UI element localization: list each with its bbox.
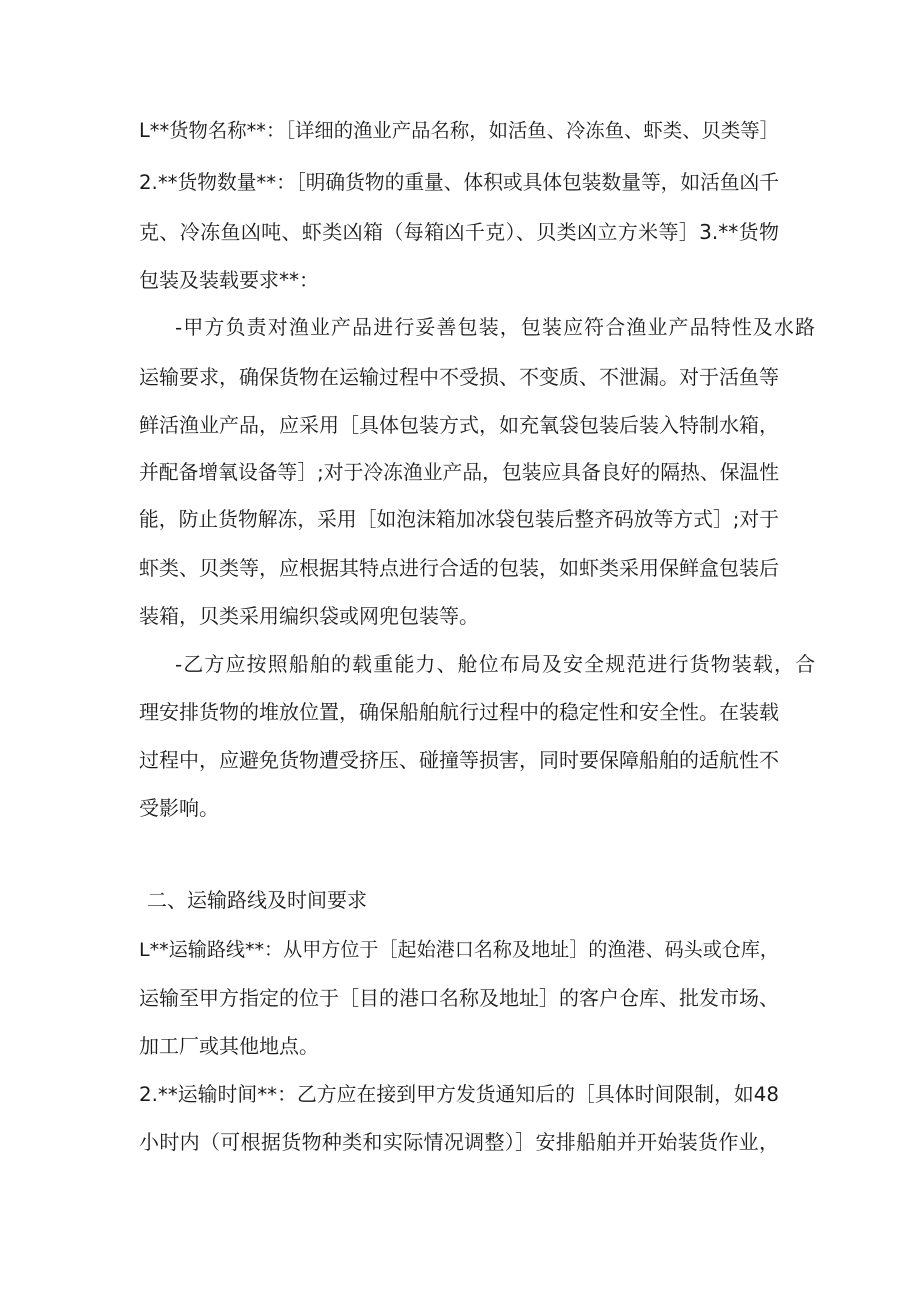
text-line-content: 克、冷冻鱼凶吨、虾类凶箱（每箱凶千克）、贝类凶立方米等］3.**货物 xyxy=(139,220,779,244)
text-line xyxy=(0,453,920,493)
text-line xyxy=(0,548,920,588)
text-line-content: 运输要求，确保货物在运输过程中不受损、不变质、不泄漏。对于活鱼等 xyxy=(139,365,779,389)
text-line-content: L**货物名称**：［详细的渔业产品名称，如活鱼、冷冻鱼、虾类、贝类等］ xyxy=(139,119,779,142)
text-line xyxy=(0,308,920,348)
text-line xyxy=(0,405,920,445)
text-line xyxy=(0,1075,920,1115)
text-line xyxy=(0,357,920,397)
section-heading xyxy=(0,880,920,920)
text-line xyxy=(0,788,920,828)
text-line xyxy=(0,1026,920,1066)
text-line-content: 过程中，应避免货物遭受挤压、碰撞等损害，同时要保障船舶的适航性不 xyxy=(139,748,779,772)
text-line-content: 包装及装载要求**： xyxy=(139,268,319,292)
text-line-content: 2.**运输时间**：乙方应在接到甲方发货通知后的［具体时间限制，如48 xyxy=(139,1083,779,1106)
text-line xyxy=(0,111,920,151)
section-heading-text: 二、运输路线及时间要求 xyxy=(147,888,367,912)
text-line xyxy=(0,212,920,252)
text-line-content: 并配备增氧设备等］;对于冷冻渔业产品，包装应具备良好的隔热、保温性 xyxy=(139,461,779,484)
text-line xyxy=(0,692,920,732)
text-line-content: 虾类、贝类等，应根据其特点进行合适的包装，如虾类采用保鲜盒包装后 xyxy=(139,556,779,580)
text-line-content: 2.**货物数量**：［明确货物的重量、体积或具体包装数量等，如活鱼凶千 xyxy=(139,171,779,194)
text-line-content: -乙方应按照船舶的载重能力、舱位布局及安全规范进行货物装载，合 xyxy=(175,653,815,676)
text-line xyxy=(0,500,920,540)
text-line xyxy=(0,260,920,300)
text-line xyxy=(0,645,920,685)
text-line xyxy=(0,740,920,780)
text-line-content: 理安排货物的堆放位置，确保船舶航行过程中的稳定性和安全性。在装载 xyxy=(139,700,779,724)
text-line xyxy=(0,596,920,636)
text-line xyxy=(0,930,920,970)
text-line xyxy=(0,1122,920,1162)
text-line-content: L**运输路线**：从甲方位于［起始港口名称及地址］的渔港、码头或仓库， xyxy=(139,939,779,961)
text-line-content: 装箱，贝类采用编织袋或网兜包装等。 xyxy=(139,604,479,628)
text-line xyxy=(0,163,920,203)
text-line-content: 鲜活渔业产品，应采用［具体包装方式，如充氧袋包装后装入特制水箱， xyxy=(139,413,779,437)
text-line-content: 运输至甲方指定的位于［目的港口名称及地址］的客户仓库、批发市场、 xyxy=(139,986,779,1010)
text-line xyxy=(0,978,920,1018)
text-line-content: 能，防止货物解冻，采用［如泡沫箱加冰袋包装后整齐码放等方式］;对于 xyxy=(139,508,779,531)
text-line-content: 受影响。 xyxy=(139,796,219,820)
text-line-content: -甲方负责对渔业产品进行妥善包装，包装应符合渔业产品特性及水路 xyxy=(175,316,815,339)
text-line-content: 加工厂或其他地点。 xyxy=(139,1034,319,1058)
text-line-content: 小时内（可根据货物种类和实际情况调整）］安排船舶并开始装货作业， xyxy=(139,1130,779,1154)
